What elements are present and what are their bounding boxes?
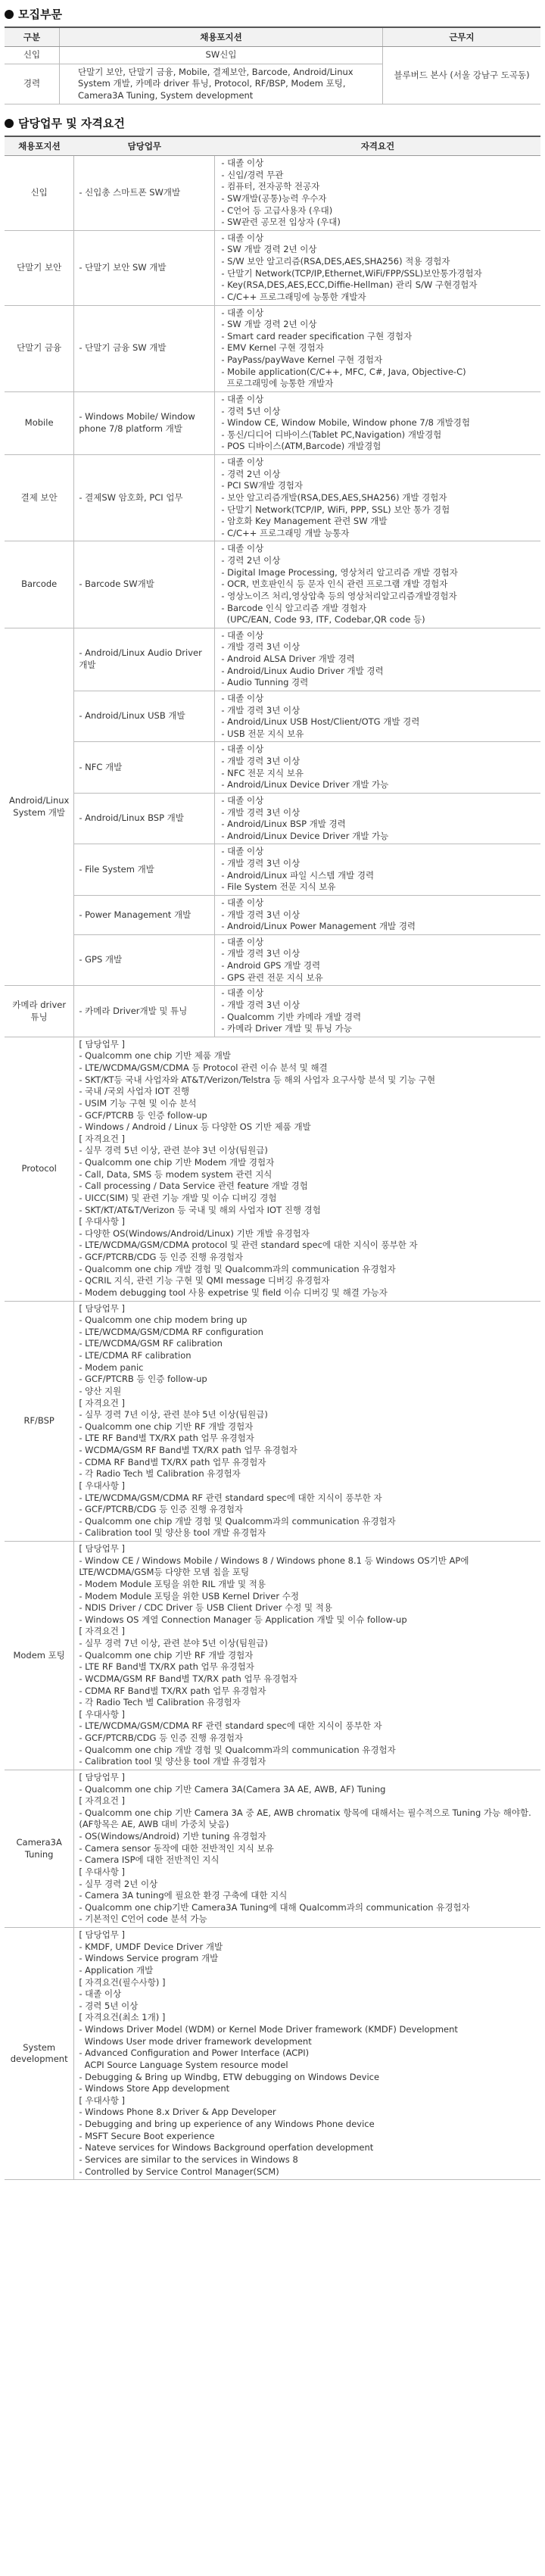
- requirement-line: - 경력 2년 이상: [221, 555, 281, 566]
- detail-line: [ 담당업무 ]: [79, 1302, 126, 1314]
- requirement-line: - 단말기 Network(TCP/IP, WiFi, PPP, SSL) 보안 통가 경험: [221, 504, 450, 515]
- requirement-line: - 대졸 이상: [221, 936, 264, 947]
- detail-line: - Camera 3A tuning에 필요한 환경 구축에 대한 지식: [79, 1890, 288, 1901]
- requirement-line: - 대졸 이상: [221, 692, 264, 703]
- position-cell: Android/Linux System 개발: [5, 628, 74, 986]
- detail-line: [ 담당업무 ]: [79, 1771, 126, 1782]
- table-row: [5, 156, 540, 231]
- recruit-table: [5, 27, 540, 104]
- duty-cell: - Android/Linux BSP 개발: [74, 793, 215, 844]
- detail-cell: [74, 1928, 540, 2180]
- duty-table: [5, 136, 540, 2180]
- detail-line: - Windows / Android / Linux 등 다양한 OS 기반 제품 개발: [79, 1121, 311, 1133]
- detail-line: - LTE/CDMA RF calibration: [79, 1350, 192, 1361]
- detail-line: - 실무 경력 7년 이상, 관련 분야 5년 이상(팀원급): [79, 1409, 268, 1421]
- requirement-line: - 개발 경력 3년 이상: [221, 909, 301, 920]
- table-row: [5, 1037, 540, 1301]
- detail-line: - LTE/WCDMA/GSM RF calibration: [79, 1338, 223, 1349]
- detail-line: - Qualcomm one chip 개발 경험 및 Qualcomm과의 communication 유경험자: [79, 1744, 396, 1755]
- requirement-line: - 대졸 이상: [221, 794, 264, 806]
- requirement-line: - SW 개발 경력 2년 이상: [221, 244, 317, 255]
- requirement-line: - Android/Linux Device Driver 개발 가능: [221, 779, 389, 791]
- detail-line: - SKT/KT등 국내 사업자와 AT&T/Verizon/Telstra 등 해외 사업자 요구사항 분석 및 기능 구현: [79, 1074, 436, 1085]
- requirements-cell: [215, 156, 540, 231]
- requirement-line: - SW개발(공통)능력 우수자: [221, 192, 327, 204]
- detail-line: - Qualcomm one chip 기반 제품 개발: [79, 1050, 231, 1062]
- duty-cell: - Power Management 개발: [74, 895, 215, 934]
- requirement-line: - 개발 경력 3년 이상: [221, 806, 301, 818]
- requirements-cell: [215, 691, 540, 742]
- detail-line: [ 우대사항 ]: [79, 1216, 126, 1227]
- detail-line: - USIM 기능 구현 및 이슈 분석: [79, 1097, 197, 1109]
- table-row: [5, 1542, 540, 1770]
- detail-line: [ 자격요건 ]: [79, 1133, 126, 1144]
- detail-line: - Qualcomm one chip기반 Camera3A Tuning에 대해 Qualcomm과의 communication 유경험자: [79, 1901, 470, 1913]
- col-header-workplace: 근무지: [383, 27, 541, 47]
- requirements-cell: [215, 844, 540, 896]
- detail-line: [ 담당업무 ]: [79, 1543, 126, 1555]
- requirement-line: - 대졸 이상: [221, 157, 264, 169]
- detail-line: - LTE RF Band별 TX/RX path 업무 유경험자: [79, 1433, 254, 1444]
- col-header-positions: 채용포지션: [60, 27, 383, 47]
- duty-table-body: [5, 156, 540, 2180]
- requirement-line: - Android/Linux Power Management 개발 경력: [221, 921, 416, 932]
- position-cell: Barcode: [5, 541, 74, 628]
- requirements-cell: [215, 895, 540, 934]
- requirement-line: - 보안 알고리즘개발(RSA,DES,AES,SHA256) 개발 경험자: [221, 491, 447, 503]
- requirement-line: - SW 개발 경력 2년 이상: [221, 319, 317, 330]
- requirement-line: - 카메라 Driver 개발 및 튜닝 가능: [221, 1023, 352, 1034]
- requirement-line: - Qualcomm 기반 카메라 개발 경력: [221, 1011, 362, 1022]
- requirement-line: - 대졸 이상: [221, 897, 264, 908]
- table-row: [5, 305, 540, 391]
- detail-cell: [74, 1301, 540, 1542]
- table-row: [5, 1928, 540, 2180]
- col-header-type: 구분: [5, 27, 60, 47]
- requirement-line: - 통신/디디어 디바이스(Tablet PC,Navigation) 개발경험: [221, 429, 442, 440]
- detail-line: - OS(Windows/Android) 기반 tuning 유경험자: [79, 1831, 266, 1842]
- col-header-requirements: 자격요건: [215, 136, 540, 156]
- detail-line: - 실무 경력 7년 이상, 관련 분야 5년 이상(팀원급): [79, 1638, 268, 1649]
- table-row: [5, 844, 540, 896]
- requirement-line: - Audio Tunning 경력: [221, 677, 309, 688]
- requirement-line: - Smart card reader specification 구현 경험자: [221, 330, 413, 341]
- table-row: [5, 541, 540, 628]
- detail-line: - GCF/PTCRB/CDG 등 인증 진행 유경험자: [79, 1504, 244, 1515]
- table-row: [5, 230, 540, 305]
- duty-cell: - File System 개발: [74, 844, 215, 896]
- detail-line: - Modem Module 포팅을 위한 RIL 개발 및 적용: [79, 1578, 266, 1589]
- requirement-line: - OCR, 번호판인식 등 문자 인식 관련 프로그램 개발 경험자: [221, 579, 448, 590]
- detail-line: - GCF/PTCRB/CDG 등 인증 진행 유경험자: [79, 1732, 244, 1744]
- duty-cell: - Windows Mobile/ Window phone 7/8 platform 개발: [74, 391, 215, 454]
- detail-line: [ 담당업무 ]: [79, 1929, 126, 1941]
- table-row: [5, 691, 540, 742]
- requirement-line: - EMV Kernel 구현 경험자: [221, 342, 324, 354]
- detail-line: - LTE/WCDMA/GSM/CDMA RF configuration: [79, 1326, 263, 1337]
- position-cell: 카메라 driver 튜닝: [5, 986, 74, 1037]
- detail-line: - SKT/KT/AT&T/Verizon 등 국내 및 해외 사업자 IOT 진행 경험: [79, 1204, 321, 1215]
- requirements-cell: [215, 628, 540, 691]
- requirement-line: - 경력 2년 이상: [221, 468, 281, 479]
- table-row: [5, 793, 540, 844]
- detail-line: - Application 개발: [79, 1964, 154, 1976]
- table-row: [5, 455, 540, 541]
- detail-line: - Call, Data, SMS 등 modem system 관련 지식: [79, 1168, 272, 1180]
- detail-cell: [74, 1542, 540, 1770]
- duty-cell: - 단말기 금융 SW 개발: [74, 305, 215, 391]
- requirements-cell: [215, 793, 540, 844]
- detail-line: - 다양한 OS(Windows/Android/Linux) 기반 개발 유경험자: [79, 1227, 310, 1239]
- table-row: [5, 47, 540, 64]
- requirements-cell: [215, 305, 540, 391]
- duty-cell: - 결제SW 암호화, PCI 업무: [74, 455, 215, 541]
- detail-line: ACPI Source Language System resource model: [79, 2059, 288, 2070]
- detail-line: - Services are similar to the services in Windows 8: [79, 2153, 298, 2165]
- position-cell: Protocol: [5, 1037, 74, 1301]
- table-row: [5, 895, 540, 934]
- requirement-line: - 개발 경력 3년 이상: [221, 756, 301, 767]
- requirement-line: - 영상노이즈 처리,영상압축 등의 영상처리알고리즘개발경험자: [221, 590, 457, 601]
- bullet-dot-icon: [5, 10, 14, 19]
- detail-line: - Advanced Configuration and Power Interface (ACPI): [79, 2047, 310, 2059]
- requirement-line: - 신입/경력 무관: [221, 169, 284, 180]
- duty-cell: - 단말기 보안 SW 개발: [74, 230, 215, 305]
- duty-cell: - 신입총 스마트폰 SW개발: [74, 156, 215, 231]
- position-cell: Camera3A Tuning: [5, 1770, 74, 1927]
- requirement-line: - GPS 관련 전문 지식 보유: [221, 971, 323, 983]
- requirement-line: - Mobile application(C/C++, MFC, C#, Java, Objective-C): [221, 366, 466, 377]
- duty-cell: - Android/Linux Audio Driver 개발: [74, 628, 215, 691]
- detail-line: - MSFT Secure Boot experience: [79, 2130, 215, 2141]
- detail-line: - Calibration tool 및 양산용 tool 개발 유경험자: [79, 1527, 266, 1539]
- detail-line: - 기본적인 C언어 code 분석 가능: [79, 1913, 207, 1925]
- row-type: 신입: [5, 47, 60, 64]
- detail-line: - LTE RF Band별 TX/RX path 업무 유경험자: [79, 1661, 254, 1673]
- detail-line: - Window CE / Windows Mobile / Windows 8 / Windows phone 8.1 등 Windows OS기반 AP에 LTE/WCDMA/GSM등 다양한 모뎀 칩을 포팅: [79, 1555, 472, 1578]
- detail-line: - 경력 5년 이상: [79, 2000, 139, 2011]
- bullet-dot-icon: [5, 119, 14, 128]
- detail-line: - Windows Service program 개발: [79, 1953, 219, 1964]
- requirement-line: - 대졸 이상: [221, 457, 264, 468]
- detail-line: - 실무 경력 2년 이상: [79, 1878, 158, 1889]
- duty-cell: - Android/Linux USB 개발: [74, 691, 215, 742]
- requirement-line: - S/W 보안 알고리즘(RSA,DES,AES,SHA256) 적용 경험자: [221, 256, 450, 267]
- detail-line: - Windows OS 계열 Connection Manager 등 Application 개발 및 이슈 follow-up: [79, 1614, 407, 1625]
- detail-line: - Camera ISP에 대한 전반적인 지식: [79, 1854, 220, 1866]
- section1-title: 모집부문: [5, 6, 540, 22]
- detail-line: - Windows Store App development: [79, 2083, 230, 2094]
- requirement-line: - 대졸 이상: [221, 307, 264, 318]
- detail-line: - QCRIL 지식, 관련 기능 구현 및 QMI message 디버깅 유경험자: [79, 1275, 330, 1286]
- requirement-line: 프로그래밍에 능통한 개발자: [221, 378, 334, 389]
- requirement-line: - 개발 경력 3년 이상: [221, 858, 301, 869]
- requirement-line: (UPC/EAN, Code 93, ITF, Codebar,QR code 등): [221, 614, 425, 625]
- detail-line: - Modem debugging tool 사용 expetrise 및 field 이슈 디버깅 및 해결 가능자: [79, 1286, 388, 1298]
- detail-line: Windows User mode driver framework development: [79, 2035, 312, 2047]
- detail-line: - Debugging and bring up experience of any Windows Phone device: [79, 2119, 375, 2130]
- requirement-line: - 개발 경력 3년 이상: [221, 704, 301, 716]
- duty-cell: - GPS 개발: [74, 934, 215, 986]
- requirement-line: - SW관련 공모전 입상자 (우대): [221, 217, 341, 228]
- detail-line: [ 우대사항 ]: [79, 1708, 126, 1720]
- requirement-line: - Android/Linux 파일 시스템 개발 경력: [221, 869, 375, 881]
- col-header-position: 채용포지션: [5, 136, 74, 156]
- detail-line: - WCDMA/GSM RF Band별 TX/RX path 업무 유경험자: [79, 1445, 297, 1456]
- detail-cell: [74, 1770, 540, 1927]
- detail-cell: [74, 1037, 540, 1301]
- requirement-line: - Digital Image Processing, 영상처리 알고리즘 개발 경험자: [221, 566, 458, 578]
- detail-line: - Debugging & Bring up Windbg, ETW debugging on Windows Device: [79, 2071, 380, 2082]
- position-cell: Modem 포팅: [5, 1542, 74, 1770]
- requirement-line: - 대졸 이상: [221, 543, 264, 554]
- requirements-cell: [215, 742, 540, 794]
- requirement-line: - PayPass/payWave Kernel 구현 경험자: [221, 354, 383, 366]
- requirement-line: - Android/Linux Audio Driver 개발 경력: [221, 665, 384, 676]
- table-row: [5, 628, 540, 691]
- requirements-cell: [215, 986, 540, 1037]
- requirement-line: - USB 전문 지식 보유: [221, 728, 304, 739]
- requirement-line: - Android/Linux Device Driver 개발 가능: [221, 830, 389, 841]
- position-cell: System development: [5, 1928, 74, 2180]
- row-type: 경력: [5, 64, 60, 104]
- duty-cell: - Barcode SW개발: [74, 541, 215, 628]
- duty-cell: - 카메라 Driver개발 및 튜닝: [74, 986, 215, 1037]
- col-header-duty: 담당업무: [74, 136, 215, 156]
- requirements-cell: [215, 230, 540, 305]
- requirement-line: - Key(RSA,DES,AES,ECC,Diffie-Hellman) 관리 S/W 구현경험자: [221, 279, 478, 291]
- detail-line: - 국내 /국외 사업자 IOT 진행: [79, 1086, 190, 1097]
- position-cell: Mobile: [5, 391, 74, 454]
- position-cell: 신입: [5, 156, 74, 231]
- detail-line: [ 자격요건(최소 1개) ]: [79, 2012, 166, 2023]
- requirement-line: - 암호화 Key Management 관련 SW 개발: [221, 516, 388, 527]
- requirement-line: - C언어 등 고급사용자 (우대): [221, 204, 333, 216]
- requirement-line: - Barcode 인식 알고리즘 개발 경험자: [221, 602, 367, 613]
- detail-line: - Nateve services for Windows Background operfation development: [79, 2142, 374, 2153]
- requirement-line: - Android GPS 개발 경력: [221, 960, 321, 971]
- requirement-line: - NFC 전문 지식 보유: [221, 767, 304, 778]
- detail-line: - KMDF, UMDF Device Driver 개발: [79, 1941, 223, 1952]
- requirement-line: - 경력 5년 이상: [221, 405, 281, 416]
- requirement-line: - Window CE, Window Mobile, Window phone 7/8 개발경험: [221, 417, 471, 429]
- requirements-cell: [215, 391, 540, 454]
- detail-line: - Qualcomm one chip 개발 경험 및 Qualcomm과의 communication 유경험자: [79, 1263, 396, 1274]
- detail-line: - Qualcomm one chip 개발 경험 및 Qualcomm과의 communication 유경험자: [79, 1515, 396, 1527]
- requirements-cell: [215, 455, 540, 541]
- table-row: [5, 391, 540, 454]
- detail-line: [ 자격요건 ]: [79, 1795, 126, 1807]
- requirement-line: - 대졸 이상: [221, 629, 264, 641]
- detail-line: - Controlled by Service Control Manager(SCM): [79, 2166, 279, 2177]
- position-cell: 결제 보안: [5, 455, 74, 541]
- requirement-line: - Android/Linux USB Host/Client/OTG 개발 경력: [221, 716, 420, 728]
- requirement-line: - 대졸 이상: [221, 987, 264, 999]
- workplace: 블루버드 본사 (서울 강남구 도곡동): [383, 47, 541, 104]
- detail-line: - 각 Radio Tech 별 Calibration 유경험자: [79, 1468, 241, 1480]
- table-row: [5, 1770, 540, 1927]
- detail-line: [ 우대사항 ]: [79, 1480, 126, 1491]
- detail-line: - NDIS Driver / CDC Driver 등 USB Client Driver 수정 및 적용: [79, 1602, 332, 1614]
- detail-line: - Qualcomm one chip modem bring up: [79, 1315, 248, 1326]
- detail-line: - GCF/PTCRB 등 인증 follow-up: [79, 1374, 207, 1385]
- detail-line: - Windows Phone 8.x Driver & App Developer: [79, 2107, 276, 2118]
- detail-line: - 양산 지원: [79, 1385, 122, 1396]
- detail-line: - 대졸 이상: [79, 1988, 122, 2000]
- requirement-line: - 개발 경력 3년 이상: [221, 948, 301, 959]
- position-cell: 단말기 보안: [5, 230, 74, 305]
- requirement-line: - C/C++ 프로그래밍 개발 능통자: [221, 527, 350, 538]
- requirement-line: - 대졸 이상: [221, 232, 264, 243]
- table-row: [5, 742, 540, 794]
- requirement-line: - PCI SW개발 경험자: [221, 480, 304, 491]
- detail-line: - Qualcomm one chip 기반 RF 개발 경험자: [79, 1421, 254, 1432]
- position-cell: 단말기 금융: [5, 305, 74, 391]
- requirement-line: - POS 디바이스(ATM,Barcode) 개발경험: [221, 441, 382, 452]
- detail-line: - 실무 경력 5년 이상, 관련 분야 3년 이상(팀원급): [79, 1145, 268, 1156]
- detail-line: - GCF/PTCRB 등 인증 follow-up: [79, 1109, 207, 1121]
- requirement-line: - 개발 경력 3년 이상: [221, 641, 301, 653]
- detail-line: - 각 Radio Tech 별 Calibration 유경험자: [79, 1697, 241, 1708]
- requirements-cell: [215, 934, 540, 986]
- detail-line: [ 우대사항 ]: [79, 2094, 126, 2106]
- detail-line: - Qualcomm one chip 기반 Modem 개발 경험자: [79, 1157, 275, 1168]
- detail-line: [ 우대사항 ]: [79, 1866, 126, 1877]
- requirement-line: - Android ALSA Driver 개발 경력: [221, 653, 355, 665]
- detail-line: - UICC(SIM) 및 관련 기능 개발 및 이슈 디버깅 경험: [79, 1192, 277, 1203]
- detail-line: - GCF/PTCRB/CDG 등 인증 진행 유경험자: [79, 1252, 244, 1263]
- requirement-line: - 대졸 이상: [221, 393, 264, 404]
- section2-title: 담당업무 및 자격요건: [5, 115, 540, 131]
- detail-line: - LTE/WCDMA/GSM/CDMA protocol 및 관련 standard spec에 대한 지식이 풍부한 자: [79, 1240, 418, 1251]
- detail-line: - Camera sensor 동작에 대한 전반적인 지식 보유: [79, 1842, 274, 1854]
- requirement-line: - 개발 경력 3년 이상: [221, 999, 301, 1010]
- detail-line: - Modem panic: [79, 1361, 144, 1373]
- requirement-line: - C/C++ 프로그래밍에 능통한 개발자: [221, 291, 366, 302]
- detail-line: - Windows Driver Model (WDM) or Kernel Mode Driver framework (KMDF) Development: [79, 2024, 458, 2035]
- detail-line: - WCDMA/GSM RF Band별 TX/RX path 업무 유경험자: [79, 1673, 297, 1684]
- detail-line: - Modem Module 포팅을 위한 USB Kernel Driver 수정: [79, 1590, 299, 1601]
- detail-line: - Qualcomm one chip 기반 Camera 3A(Camera 3A AE, AWB, AF) Tuning: [79, 1783, 386, 1795]
- table-row: [5, 934, 540, 986]
- duty-cell: - NFC 개발: [74, 742, 215, 794]
- detail-line: - Calibration tool 및 양산용 tool 개발 유경험자: [79, 1756, 266, 1767]
- detail-line: - Call processing / Data Service 관련 feature 개발 경험: [79, 1180, 308, 1192]
- requirement-line: - 대졸 이상: [221, 846, 264, 857]
- requirement-line: - 대졸 이상: [221, 744, 264, 755]
- requirement-line: - File System 전문 지식 보유: [221, 881, 336, 893]
- requirement-line: - 단말기 Network(TCP/IP,Ethernet,WiFi/FPP/SSL)보안통가경험자: [221, 267, 482, 279]
- page: [5, 6, 540, 2180]
- detail-line: - LTE/WCDMA/GSM/CDMA RF 관련 standard spec에 대한 지식이 풍부한 자: [79, 1492, 382, 1503]
- table-row: [5, 1301, 540, 1542]
- detail-line: - Qualcomm one chip 기반 Camera 3A 중 AE, AWB chromatix 항목에 대해서는 필수적으로 Tuning 가능 해야함. (AF항목은 AE, AWB 대비 가중치 낮음): [79, 1807, 534, 1830]
- detail-line: [ 자격요건(필수사항) ]: [79, 1976, 166, 1988]
- requirement-line: - 컴퓨터, 전자공학 전공자: [221, 181, 320, 192]
- position-cell: RF/BSP: [5, 1301, 74, 1542]
- requirement-line: - Android/Linux BSP 개발 경력: [221, 819, 346, 830]
- detail-line: - LTE/WCDMA/GSM/CDMA 등 Protocol 관련 이슈 분석 및 해결: [79, 1062, 328, 1074]
- detail-line: - Qualcomm one chip 기반 RF 개발 경험자: [79, 1649, 254, 1661]
- detail-line: [ 담당업무 ]: [79, 1038, 126, 1049]
- detail-line: - LTE/WCDMA/GSM/CDMA RF 관련 standard spec에 대한 지식이 풍부한 자: [79, 1720, 382, 1732]
- detail-line: [ 자격요건 ]: [79, 1626, 126, 1637]
- detail-line: [ 자격요건 ]: [79, 1397, 126, 1408]
- requirements-cell: [215, 541, 540, 628]
- row-positions: 단말기 보안, 단말기 금융, Mobile, 결제보안, Barcode, Android/Linux System 개발, 카메라 driver 튜닝, Protocol, RF/BSP, Modem 포팅, Camera3A Tuning, System development: [60, 64, 383, 104]
- detail-line: - CDMA RF Band별 TX/RX path 업무 유경험자: [79, 1685, 266, 1696]
- detail-line: - CDMA RF Band별 TX/RX path 업무 유경험자: [79, 1456, 266, 1467]
- table-row: [5, 986, 540, 1037]
- row-positions: SW신입: [60, 47, 383, 64]
